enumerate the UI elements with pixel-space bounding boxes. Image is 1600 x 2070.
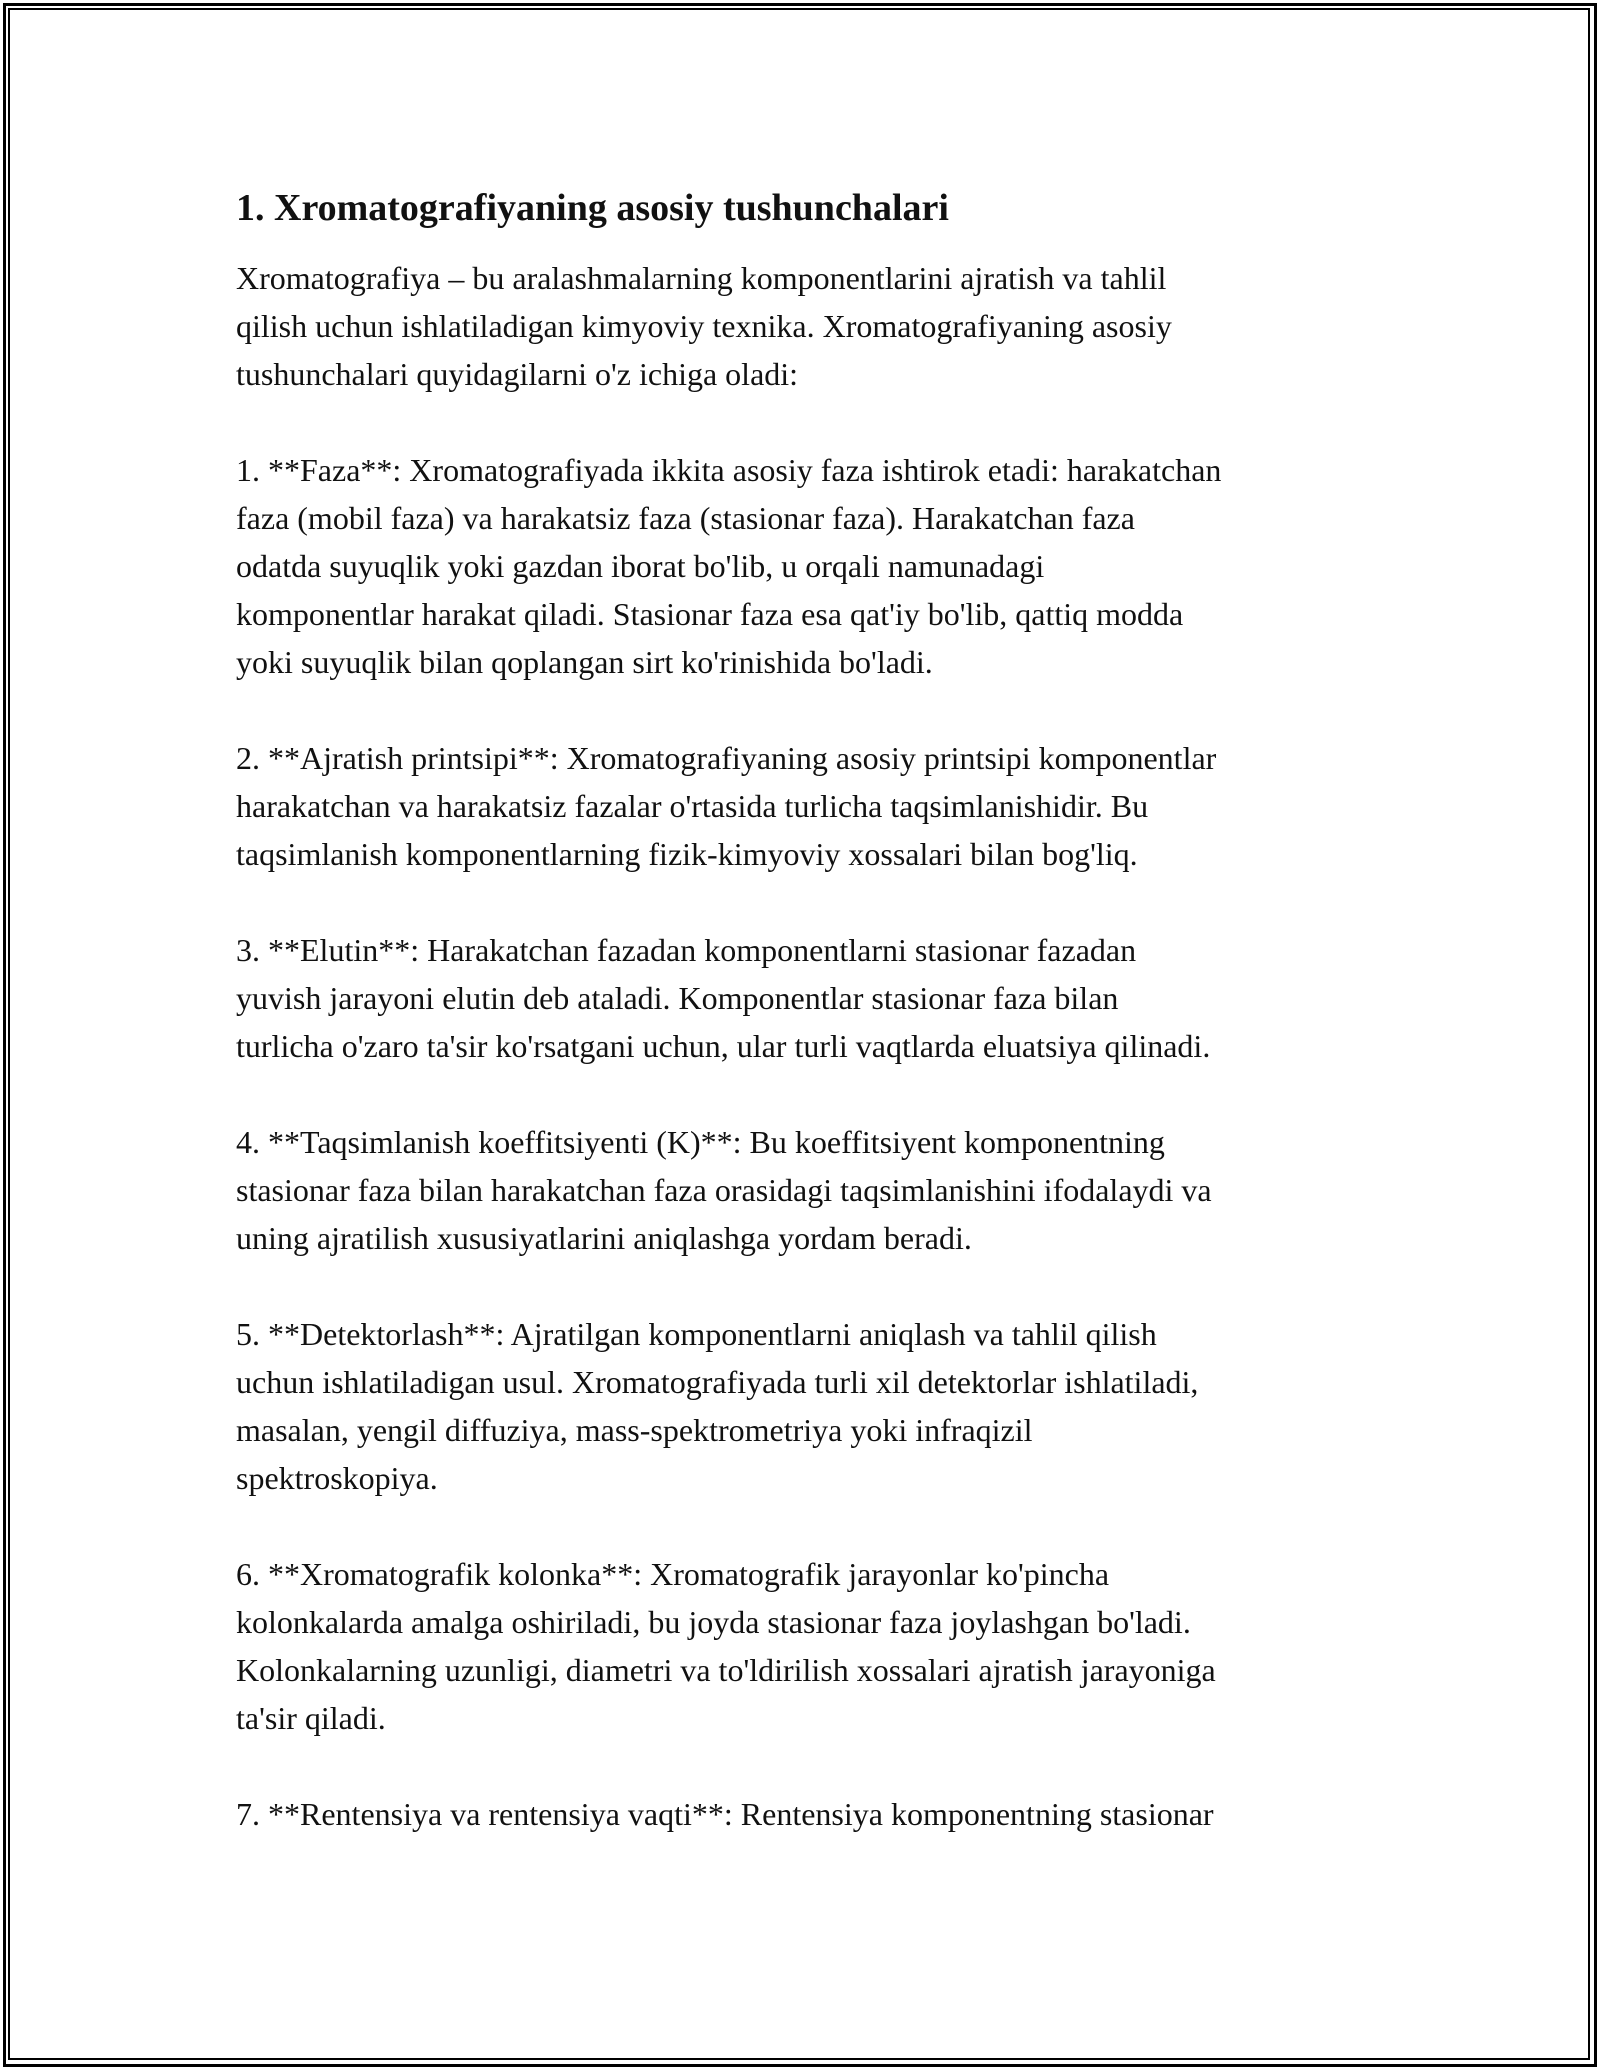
document-body [236,184,1386,1838]
list-item-ajratish-printsipi: 2. **Ajratish printsipi**: Xromatografiyaning asosiy printsipi komponentlar harakatchan va harakatsiz fazalar o'rtasida turlicha taqsimlanishidir. Bu taqsimlanish komponentlarning fizik-kimyoviy xossalari bilan bog'liq. [236,740,1217,872]
list-item-xromatografik-kolonka: 6. **Xromatografik kolonka**: Xromatografik jarayonlar ko'pincha kolonkalarda amalga oshiriladi, bu joyda stasionar faza joylashgan bo'ladi. Kolonkalarning uzunligi, diametri va to'ldirilish xossalari ajratish jarayoniga ta'sir qiladi. [236,1556,1216,1736]
list-item-faza: 1. **Faza**: Xromatografiyada ikkita asosiy faza ishtirok etadi: harakatchan faza (mobil faza) va harakatsiz faza (stasionar faza). Harakatchan faza odatda suyuqlik yoki gazdan iborat bo'lib, u orqali namunadagi komponentlar harakat qiladi. Stasionar faza esa qat'iy bo'lib, qattiq modda yoki suyuqlik bilan qoplangan sirt ko'rinishida bo'ladi. [236,452,1222,680]
list-item-elutin: 3. **Elutin**: Harakatchan fazadan komponentlarni stasionar fazadan yuvish jarayoni elutin deb ataladi. Komponentlar stasionar faza bilan turlicha o'zaro ta'sir ko'rsatgani uchun, ular turli vaqtlarda eluatsiya qilinadi. [236,932,1211,1064]
list-item-taqsimlanish-koeffitsiyenti: 4. **Taqsimlanish koeffitsiyenti (K)**: Bu koeffitsiyent komponentning stasionar faza bilan harakatchan faza orasidagi taqsimlanishini ifodalaydi va uning ajratilish xususiyatlarini aniqlashga yordam beradi. [236,1124,1212,1256]
list-item-rentensiya: 7. **Rentensiya va rentensiya vaqti**: Rentensiya komponentning stasionar [236,1796,1214,1832]
list-item-detektorlash: 5. **Detektorlash**: Ajratilgan komponentlarni aniqlash va tahlil qilish uchun ishlatiladigan usul. Xromatografiyada turli xil detektorlar ishlatiladi, masalan, yengil diffuziya, mass-spektrometriya yoki infraqizil spektroskopiya. [236,1316,1199,1496]
section-heading: 1. Xromatografiyaning asosiy tushunchalari [236,187,949,229]
intro-paragraph: Xromatografiya – bu aralashmalarning komponentlarini ajratish va tahlil qilish uchun ishlatiladigan kimyoviy texnika. Xromatografiyaning asosiy tushunchalari quyidagilarni o'z ichiga oladi: [236,260,1172,392]
